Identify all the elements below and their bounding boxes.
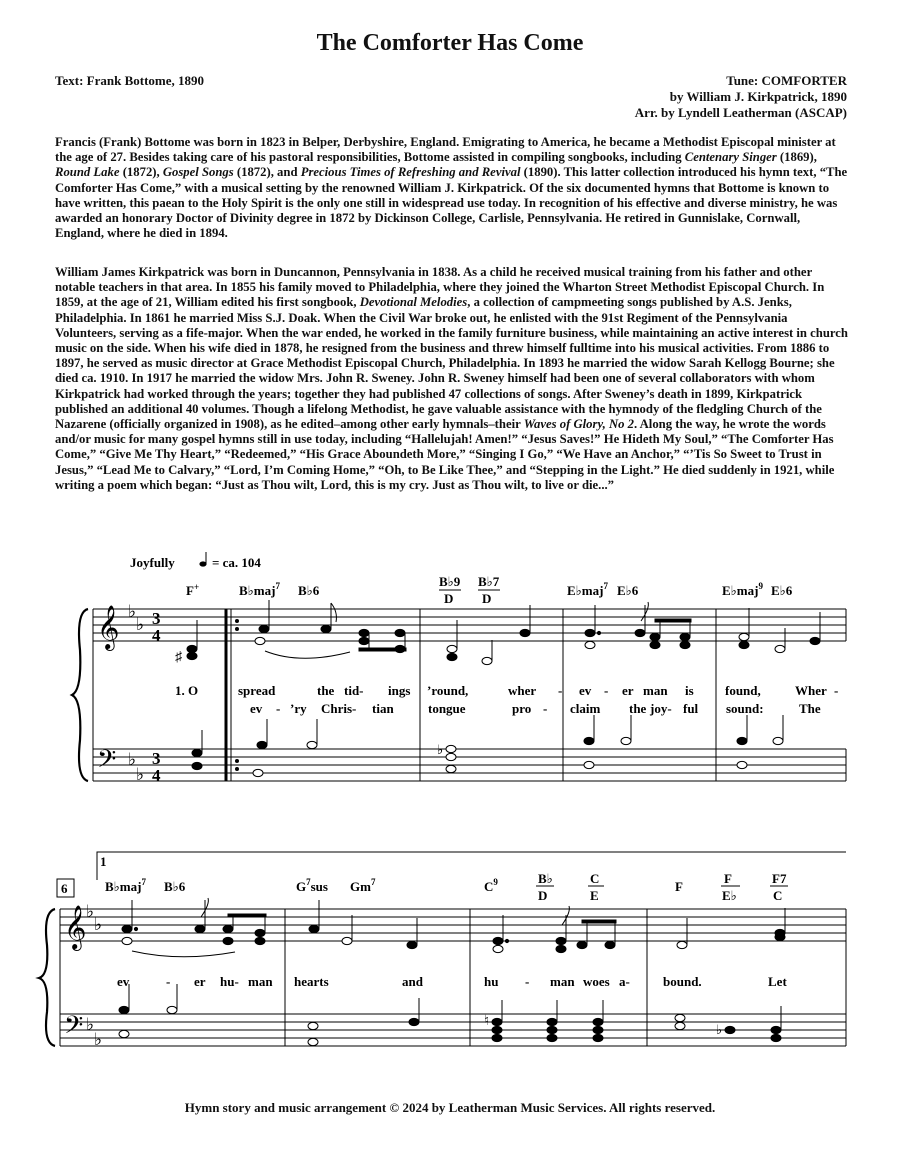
- lyric-syllable: -: [558, 683, 563, 698]
- chord-bass: D: [444, 591, 454, 606]
- chord-symbol: E♭maj$^9$: [722, 581, 763, 598]
- lyric-syllable: er: [622, 683, 634, 698]
- page-title: The Comforter Has Come: [316, 30, 584, 56]
- lyric-syllable: the: [317, 683, 335, 698]
- lyric-syllable: Let: [768, 974, 787, 989]
- svg-text:♭: ♭: [86, 1015, 95, 1034]
- chord-bass: D: [482, 591, 492, 606]
- text-credit: Text: Frank Bottome, 1890: [55, 73, 205, 88]
- lyric-syllable: ’ry: [290, 701, 307, 716]
- ending-number: 1: [100, 854, 107, 869]
- lyric-syllable: sound:: [726, 701, 764, 716]
- lyric-syllable: -: [525, 974, 530, 989]
- chord-symbol: E♭6: [771, 583, 793, 598]
- lyric-syllable: is: [685, 683, 694, 698]
- chord-symbol: E♭maj$^7$: [567, 581, 608, 598]
- svg-text:♭: ♭: [128, 750, 137, 769]
- treble-clef-icon: 𝄞: [97, 607, 120, 649]
- lyric-syllable: ev: [117, 974, 130, 989]
- svg-text:♭: ♭: [136, 765, 145, 784]
- kirkpatrick-biography: William James Kirkpatrick was born in Duncannon, Pennsylvania in 1838. As a child he received musical training from his father and other notable teachers in that area. In 1855 his family moved to Philadelphia, where they joined the Wharton Street Methodist Episcopal Church. In 1859, at the age of 21, William edited his first songbook, Devotional Melodies, a collection of campmeeting songs published by A.S. Jenks, Philadelphia. In 1861 he married Miss S.J. Doak. When the Civil War broke out, he enlisted with the 91st Regiment of the Pennsylvania Volunteers, serving as a fife-major. When the war ended, he worked in the family furniture business, while maintaining an active interest in church music on the side. When his wife died in 1878, he resigned from the business and threw himself fulltime into his musical activities. From 1886 to 1897, he served as music director at Grace Methodist Episcopal Church, Philadelphia. In 1893 he married the widow Sarah Kellogg Bourne; she died ca. 1910. In 1917 he married the widow Mrs. John R. Sweney. John R. Sweney himself had been one of several collaborators with whom Kirkpatrick had worked through the years; together they had published 47 collections of songs. After Sweney’s death in 1899, Kirkpatrick published an additional 40 volumes. Though a lifelong Methodist, he gave valuable assistance with the hymnody of the fledgling Church of the Nazarene (officially organized in 1908), as he edited–among other early hymnals–their Waves of Glory, No 2. Along the way, he wrote the words and/or music for many gospel hymns still in use today, including “Hallelujah! Amen!” “Jesus Saves!” He Hideth My Soul,” “The Comforter Has Come,” “Give Me Thy Heart,” “Redeemed,” “His Grace Aboundeth More,” “Singing I Go,” “We Have an Anchor,” “’Tis So Sweet to Trust in Jesus,” “Lead Me to Calvary,” “Lord, I’m Coming Home,” “Oh, to Be Like Thee,” and “Stepping in the Light.” He died suddenly in 1921, while writing a poem which began: “Just as Thou wilt, Lord, this is my cry. Just as Thou wilt, to live or die...”: [55, 265, 848, 492]
- lyric-syllable: -: [276, 701, 281, 716]
- measure-number: 6: [61, 881, 68, 896]
- lyric-syllable: man: [643, 683, 668, 698]
- chord-symbol: F+: [186, 582, 200, 598]
- copyright-footer: Hymn story and music arrangement © 2024 by Leatherman Music Services. All rights reserved.: [184, 1100, 716, 1115]
- lyric-syllable: ev: [250, 701, 263, 716]
- lyric-syllable: Chris-: [321, 701, 357, 716]
- svg-text:3: 3: [152, 609, 161, 628]
- lyric-syllable: man: [550, 974, 575, 989]
- svg-text:♯: ♯: [175, 650, 182, 665]
- bass-clef-icon: 𝄢: [64, 1012, 84, 1045]
- chord-bass: C: [773, 888, 783, 903]
- chord-symbol: Gm$^7$: [350, 877, 376, 894]
- svg-text:♮: ♮: [484, 1014, 490, 1029]
- chord-symbol: B♭6: [164, 879, 186, 894]
- chord-bass: E: [590, 888, 599, 903]
- lyric-syllable: -: [543, 701, 548, 716]
- lyric-syllable: hu-: [220, 974, 239, 989]
- lyric-syllable: man: [248, 974, 273, 989]
- chord-symbol: F: [724, 871, 732, 886]
- lyric-syllable: -: [834, 683, 839, 698]
- lyric-syllable: found,: [725, 683, 761, 698]
- chord-symbol: $C^9$: [484, 877, 498, 894]
- svg-text:♭: ♭: [86, 902, 95, 921]
- svg-text:♭: ♭: [136, 615, 145, 634]
- svg-text:4: 4: [152, 626, 161, 645]
- chord-symbol: E♭6: [617, 583, 639, 598]
- lyric-syllable: tid-: [344, 683, 364, 698]
- bass-clef-icon: 𝄢: [97, 746, 117, 779]
- lyric-syllable: woes: [583, 974, 610, 989]
- music-system-2: [0, 845, 900, 1085]
- chord-bass: D: [538, 888, 548, 903]
- svg-text:♭: ♭: [128, 602, 137, 621]
- chord-symbol: B♭maj$^7$: [105, 877, 146, 894]
- tempo-word: Joyfully: [130, 555, 175, 570]
- tune-credit: [635, 73, 847, 121]
- lyric-syllable: and: [402, 974, 423, 989]
- lyric-syllable: ings: [388, 683, 411, 698]
- svg-text:♭: ♭: [94, 915, 103, 934]
- chord-symbol: B♭7: [478, 574, 500, 589]
- lyric-syllable: ful: [683, 701, 699, 716]
- chord-bass: E♭: [722, 888, 737, 903]
- lyric-syllable: tongue: [428, 701, 466, 716]
- chord-symbol: F7: [772, 871, 787, 886]
- lyric-syllable: wher: [508, 683, 537, 698]
- lyric-syllable: hu: [484, 974, 499, 989]
- lyric-syllable: bound.: [663, 974, 702, 989]
- lyric-syllable: joy-: [650, 701, 672, 716]
- lyric-syllable: pro: [512, 701, 532, 716]
- tempo-value: = ca. 104: [212, 555, 261, 570]
- music-system-1: [0, 545, 900, 810]
- lyric-syllable: claim: [570, 701, 601, 716]
- lyric-syllable: ’round,: [427, 683, 469, 698]
- svg-text:4: 4: [152, 766, 161, 785]
- svg-text:♭: ♭: [94, 1030, 103, 1049]
- lyric-syllable: -: [166, 974, 171, 989]
- chord-symbol: B♭9: [439, 574, 461, 589]
- tune-credit-line: by William J. Kirkpatrick, 1890: [669, 89, 847, 104]
- svg-text:♭: ♭: [716, 1022, 723, 1037]
- chord-symbol: $G^7sus$: [296, 877, 328, 894]
- tune-credit-line: Arr. by Lyndell Leatherman (ASCAP): [634, 105, 847, 120]
- lyric-syllable: er: [194, 974, 206, 989]
- lyric-syllable: spread: [238, 683, 276, 698]
- lyric-syllable: the: [629, 701, 647, 716]
- lyric-syllable: Wher: [795, 683, 827, 698]
- lyric-syllable: tian: [372, 701, 394, 716]
- tune-credit-line: Tune: COMFORTER: [726, 73, 847, 88]
- bottome-biography: Francis (Frank) Bottome was born in 1823 in Belper, Derbyshire, England. Emigrating to America, he became a Methodist Episcopal minister at the age of 27. Besides taking care of his pastoral responsibilities, Bottome assisted in compiling songbooks, including Centenary Singer (1869), Round Lake (1872), Gospel Songs (1872), and Precious Times of Refreshing and Revival (1890). This latter collection introduced his hymn text, “The Comforter Has Come,” with a musical setting by the renowned William J. Kirkpatrick. Of the six documented hymns that Bottome is known to have written, this paean to the Holy Spirit is the only one still in widespread use today. In recognition of his effective and diverse ministry, he was awarded an honorary Doctor of Divinity degree in 1872 by Dickinson College, Carlisle, Pennsylvania. He retired in Gunnislake, Cornwall, England, where he died in 1894.: [55, 135, 848, 241]
- lyric-syllable: a-: [619, 974, 630, 989]
- chord-symbol: B♭6: [298, 583, 320, 598]
- lyric-syllable: -: [604, 683, 609, 698]
- lyric-syllable: ev: [579, 683, 592, 698]
- treble-clef-icon: 𝄞: [64, 907, 87, 949]
- chord-symbol: F: [675, 879, 683, 894]
- svg-text:3: 3: [152, 749, 161, 768]
- chord-symbol: B♭maj$^7$: [239, 581, 280, 598]
- svg-text:♭: ♭: [437, 742, 444, 757]
- chord-symbol: B♭: [538, 871, 553, 886]
- lyric-syllable: hearts: [294, 974, 329, 989]
- chord-symbol: C: [590, 871, 600, 886]
- lyric-syllable: The: [799, 701, 821, 716]
- lyric-syllable: 1. O: [175, 683, 199, 698]
